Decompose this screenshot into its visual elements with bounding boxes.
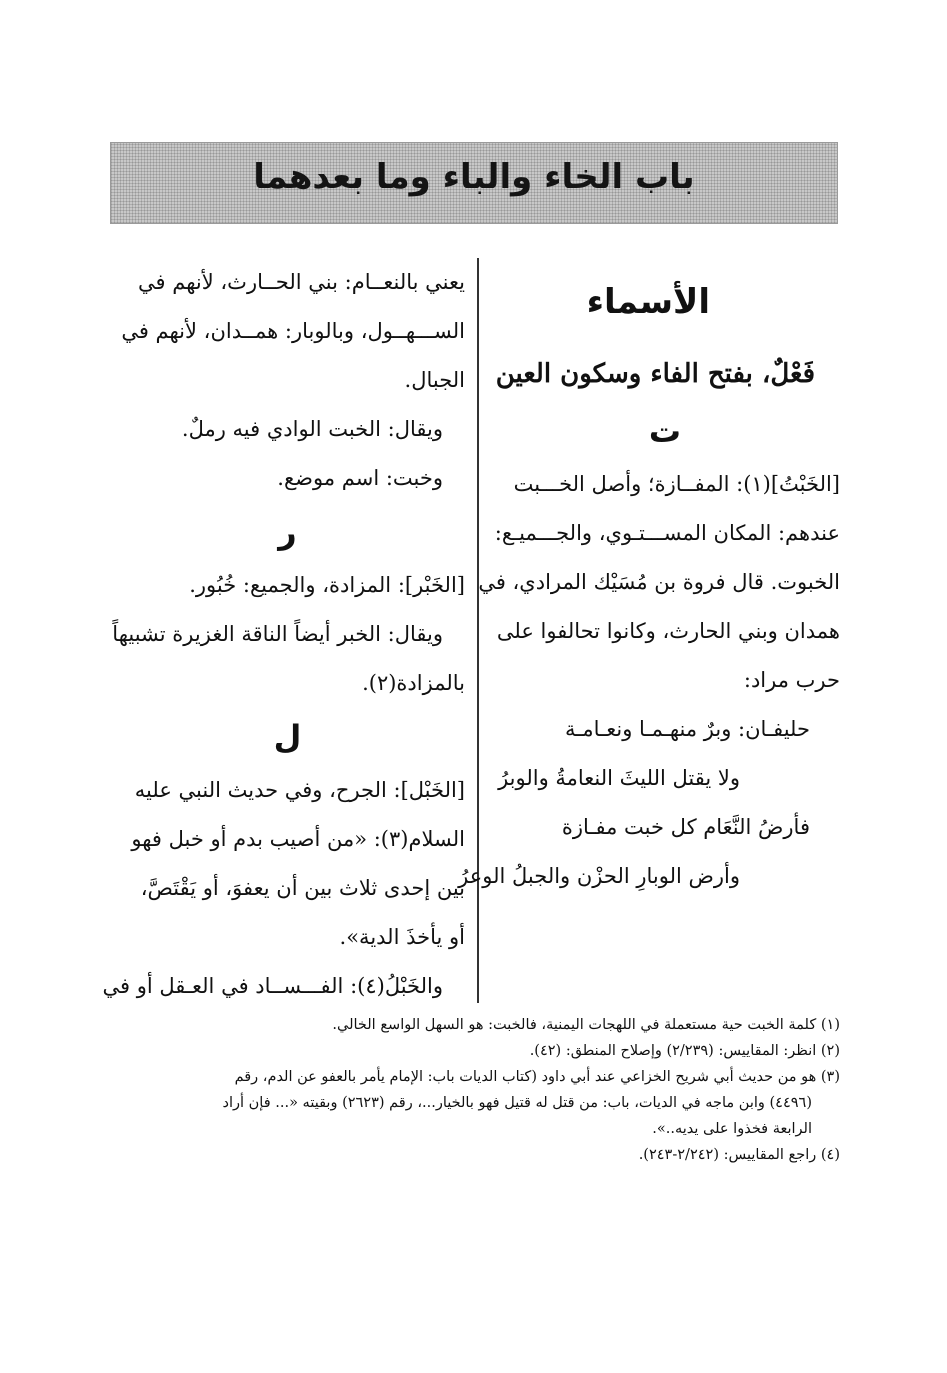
chapter-banner <box>110 142 838 224</box>
text-line: بالمزادة(٢). <box>362 671 465 695</box>
right-column <box>458 258 840 901</box>
pattern-heading: فَعْلٌ، بفتح الفاء وسكون العين <box>495 359 815 389</box>
footnote-3: (٣) هو من حديث أبي شريح الخزاعي عند أبي داود (كتاب الديات باب: الإمام يأمر بالعفو عن الدم، رقم <box>234 1069 840 1085</box>
text-line: [الخَبْتُ](١): المفــازة؛ وأصل الخـــبت <box>513 472 840 496</box>
text-line: بين إحدى ثلاث بين أن يعفوَ، أو يَقْتَصَّ، <box>140 876 465 900</box>
letter-heading-r: ر <box>278 513 297 551</box>
text-line: يعني بالنعــام: بني الحــارث، لأنهم في <box>138 270 465 294</box>
section-title: الأسماء <box>586 282 710 322</box>
footnote-3-continued: الرابعة فخذوا على يديه..». <box>652 1121 812 1137</box>
text-line: همدان وبني الحارث، وكانوا تحالفوا على <box>496 619 840 643</box>
letter-heading-l: ل <box>273 718 302 756</box>
text-line: الخبوت. قال فروة بن مُسَيْك المرادي، في <box>478 570 840 594</box>
footnote-1: (١) كلمة الخبت حية مستعملة في اللهجات اليمنية، فالخبت: هو السهل الواسع الخالي. <box>332 1017 840 1033</box>
text-line: والخَبْلُ(٤): الفـــســاد في العـقل أو في <box>102 974 443 998</box>
text-line: ويقال: الخبت الوادي فيه رملٌ. <box>181 417 443 441</box>
text-line: عندهم: المكان المســـتـوي، والجـــميـع: <box>494 521 840 545</box>
verse-line: فأرضُ النَّعَام كل خبت مفـازة <box>561 815 810 839</box>
verse-line: حليفـان: وبرٌ منهـمـا ونعـامـة <box>565 717 810 741</box>
footnote-2: (٢) انظر: المقاييس: (٢/٢٣٩) وإصلاح المنطق: (٤٢). <box>529 1043 840 1059</box>
footnote-4: (٤) راجع المقاييس: (٢/٢٤٢-٢٤٣). <box>638 1147 840 1163</box>
text-line: الجبال. <box>404 368 465 392</box>
letter-heading-t: ت <box>648 412 682 450</box>
verse-line: وأرض الوبارِ الحزْن والجبلُ الوعرُ <box>458 864 740 888</box>
text-line: السلام(٣): «من أصيب بدم أو خبل فهو <box>131 827 465 851</box>
text-line: حرب مراد: <box>743 668 840 692</box>
footnotes <box>110 1012 840 1168</box>
text-line: ويقال: الخبر أيضاً الناقة الغزيرة تشبيهاً <box>112 622 443 646</box>
text-line: [الخَبْل]: الجرح، وفي حديث النبي عليه <box>134 778 465 802</box>
text-line: [الخَبْر]: المزادة، والجميع: خُبُور. <box>189 573 465 597</box>
verse-line: ولا يقتل الليثَ النعامةُ والوبرُ <box>498 766 740 790</box>
footnote-3-continued: (٤٤٩٦) وابن ماجه في الديات، باب: من قتل له قتيل فهو بالخيار...، رقم (٢٦٢٣) وبقيته «... فإن أراد <box>222 1095 812 1111</box>
chapter-title: باب الخاء والباء وما بعدهما <box>253 157 695 197</box>
text-line: وخبت: اسم موضع. <box>277 466 443 490</box>
text-line: الســـهــول، وبالوبار: همــدان، لأنهم في <box>121 319 465 343</box>
text-line: أو يأخذَ الدية». <box>339 925 465 949</box>
left-column <box>102 258 465 1011</box>
